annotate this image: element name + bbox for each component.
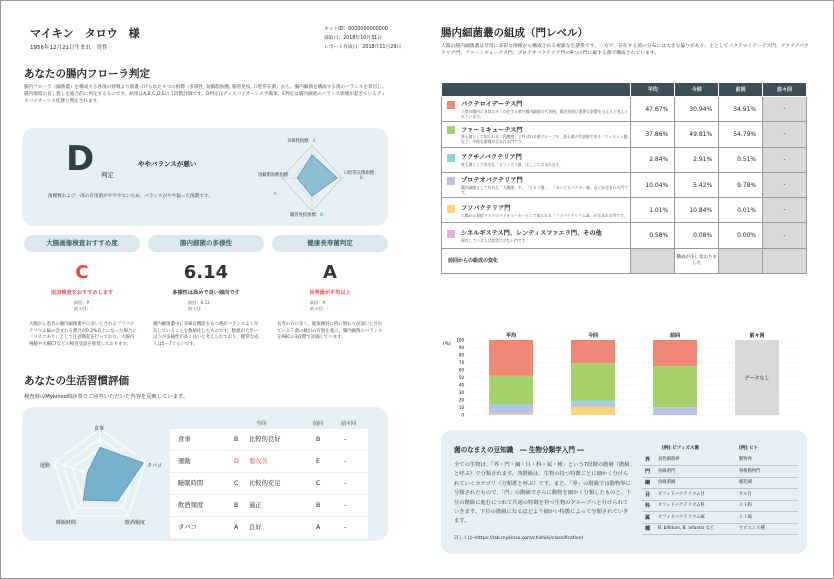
tax-bifido-cell: 放線菌綱 bbox=[658, 480, 676, 485]
card-2-prev2-value: - bbox=[204, 306, 207, 311]
comp-desc: 人間の腸内細菌叢は非常に多彩な菌種から構成される複雑な生態系です。一方で、存在する菌の分布には大きな偏りがあり、主としてバクテロイデーテス門、アクチノバクテリア門、ファーミキューテス門、プロテオバクテリア門の4つの門に属する菌で構成されています。 bbox=[441, 44, 809, 57]
habit-grade: D bbox=[234, 458, 239, 465]
phylum-prev-value: 34.91% bbox=[719, 97, 763, 122]
habit-prev2: - bbox=[344, 458, 347, 465]
tax-rank-cell: 種 bbox=[645, 526, 651, 532]
life-radar-score-area bbox=[83, 447, 143, 501]
phylum-header-blank bbox=[442, 83, 631, 97]
habit-grade: B bbox=[234, 502, 239, 509]
phylum-table-header bbox=[442, 83, 807, 97]
life-title: あなたの生活習慣評価 bbox=[24, 375, 129, 387]
habit-prev: B bbox=[316, 436, 321, 443]
chart-category-label: 今回 bbox=[587, 333, 599, 339]
life-desc: 検査時のMykinso問診票でご回答いただいた内容を反映しています。 bbox=[24, 394, 189, 400]
tax-human-cell: サピエンス種 bbox=[739, 526, 765, 531]
phylum-desc: 保有している人は非常に少ない門です。 bbox=[461, 237, 530, 243]
radar-label-scfa bbox=[258, 172, 292, 197]
chart-tick-label: 60 bbox=[458, 367, 464, 373]
change-text: 構成が少し変わりました bbox=[675, 248, 719, 273]
card-3-prev2-value: - bbox=[326, 306, 329, 311]
tax-bifido-cell: 放線菌門 bbox=[658, 468, 676, 474]
phylum-avg-value: 0.58% bbox=[631, 223, 675, 248]
habit-header-now: 今回 bbox=[256, 421, 267, 427]
habit-prev2: - bbox=[344, 480, 347, 487]
life-label-sleep: 睡眠時間 bbox=[56, 520, 77, 526]
habit-grade: B bbox=[234, 436, 239, 443]
phylum-color-swatch bbox=[447, 230, 455, 238]
life-label-drinking: 飲酒頻度 bbox=[125, 520, 146, 526]
habit-label: 比較的充足 bbox=[249, 480, 281, 487]
habit-label: 比較的良好 bbox=[249, 436, 281, 443]
card-1-prev-label: 前回： bbox=[74, 300, 87, 305]
radar-label-immune bbox=[290, 212, 323, 218]
habit-header-prev: 前回 bbox=[313, 421, 324, 427]
tax-row-divider bbox=[642, 477, 798, 478]
phylum-prev-value: 0.01% bbox=[719, 198, 763, 223]
chart-bar-segment bbox=[489, 340, 533, 376]
tax-row-divider bbox=[642, 488, 798, 489]
tax-row-divider bbox=[642, 523, 798, 524]
card-3-title: 健康長寿菌判定 bbox=[272, 235, 388, 252]
chart-tick-label: 20 bbox=[458, 397, 464, 403]
card-3-grade: A bbox=[323, 262, 337, 283]
card-3-desc: 長寿の方に多く、健康維持に特に関わりが深いとされている７菌の検出の有無を基に、腸内細菌のバランスをABCの3段階で評価しています。 bbox=[277, 322, 383, 341]
patient-name: マイキン タロウ 様 bbox=[30, 27, 140, 40]
trivia-text: 全ての生物は、「界・門・綱・目・科・属・種」という7段階の階層（階級と呼ぶ）で分類されます。各階級は、生物の持つ特徴ごとに細かく分けられていくカテゴリ（分類群と呼ぶ）です。また、「界」の階級では動物界に分類されたもので、「門」の階級でさらに動物を細かく分類したものと、下位の階級に進むにつれて共通の特徴を持つ生物のグループへと分けられていきます。下位の階級になるほどより細かい特徴によって分類されていきます。 bbox=[454, 462, 632, 525]
tax-bifido-cell: B. bifidum, B. infantis など bbox=[658, 526, 715, 531]
card-2-prev-label: 前回： bbox=[188, 300, 201, 305]
chart-tick-label: 0 bbox=[461, 412, 464, 418]
phylum-row bbox=[442, 122, 807, 147]
phylum-name: バクテロイデーテス門 bbox=[461, 101, 523, 109]
habit-prev: E bbox=[316, 458, 320, 465]
phylum-desc: 腸内細菌として有名な「大腸菌」や、「ピロリ菌」、「カンピロバクター属」などが含まれる門です。 bbox=[461, 184, 628, 195]
habit-prev: B bbox=[316, 502, 321, 509]
phylum-table-body bbox=[442, 97, 807, 249]
habit-name: タバコ bbox=[178, 524, 197, 531]
habit-label: 良好 bbox=[249, 524, 262, 531]
habit-label: 適正 bbox=[249, 502, 262, 509]
habit-name: 食事 bbox=[178, 436, 191, 443]
chart-tick-label: 50 bbox=[458, 375, 464, 380]
life-label-food: 食事 bbox=[94, 426, 105, 432]
change-row bbox=[442, 248, 807, 273]
phylum-name-cell bbox=[442, 223, 631, 248]
radar-label-diversity bbox=[287, 138, 316, 144]
phylum-now-value: 30.94% bbox=[675, 97, 719, 122]
habit-prev2: - bbox=[344, 502, 347, 509]
tax-human-cell: ヒト科 bbox=[739, 503, 752, 508]
phylum-now-value: 49.81% bbox=[675, 122, 719, 147]
phylum-color-swatch bbox=[447, 177, 455, 185]
chart-tick-label: 90 bbox=[458, 345, 464, 350]
card-1-sub: 追加検査をおすすめします bbox=[50, 290, 114, 296]
change-prev2 bbox=[763, 248, 807, 273]
tax-human-cell: 哺乳綱 bbox=[739, 480, 752, 485]
flora-desc: 腸内フローラ（細菌叢）を構成する各菌の特徴より菌叢づけられた４つの指標（多様性, 短鎖脂肪酸, 腸管免疫, 口腔常在菌）から、腸内細菌を構成する菌のバランスを算出し、腸内環境の良し悪しを総合的に判定するものです。結果はA,B,C,D,Eの５段階評価です。D判定はディスバイオーシス予備軍、E判定は腸内細菌のバランス崩壊が起きているディスバイオーシス状態と判定されます。 bbox=[24, 85, 387, 104]
phylum-name: アクチノバクテリア門 bbox=[461, 154, 522, 162]
card-3-prev-value: A bbox=[322, 300, 326, 305]
habit-prev2: - bbox=[344, 524, 347, 531]
card-3-prev-label: 前回： bbox=[310, 300, 323, 305]
radar-oral-label: 口腔常在菌指標： bbox=[344, 171, 379, 176]
card-1-desc: 大腸がん患者の腸内細菌叢中に多いとされるフソバクテリウム属の含まれる割合が0.2%以上になった場合に「リスクあり」として注意喚起を行っており、大腸内視鏡や大腸CTなどの検査受診を推奨しております。 bbox=[29, 322, 137, 347]
chart-bar-segment bbox=[571, 401, 615, 403]
habit-row bbox=[170, 517, 368, 538]
report-date: レポート作成日：2018年11月29日 bbox=[324, 45, 402, 50]
tax-row-divider bbox=[642, 511, 798, 512]
tax-bifido-cell: ビフィドバクテリウム目 bbox=[658, 491, 705, 497]
chart-bar-segment bbox=[489, 404, 533, 406]
chart-bar-segment bbox=[571, 403, 615, 407]
life-label-exercise: 運動 bbox=[40, 463, 51, 469]
phylum-desc: 善玉菌として有名な「ビフィズス菌」はここに含まれます。 bbox=[461, 161, 563, 167]
chart-category-label: 平均 bbox=[505, 333, 517, 339]
tax-human-cell: サル目 bbox=[739, 491, 752, 497]
tax-rank-cell: 科 bbox=[645, 503, 651, 509]
radar-immune-label: 腸管免疫指標： bbox=[290, 213, 321, 218]
chart-bar-segment bbox=[571, 340, 615, 363]
phylum-name-cell bbox=[442, 172, 631, 197]
habit-prev2: - bbox=[344, 436, 347, 443]
card-2-sub: 多様性は高めで良い傾向です bbox=[172, 290, 240, 296]
tax-row-divider bbox=[642, 534, 798, 535]
phylum-color-swatch bbox=[447, 101, 455, 109]
phylum-name-cell bbox=[442, 122, 631, 147]
habit-grade: A bbox=[234, 524, 239, 531]
trivia-title: 菌のなまえの豆知識 ― 生物分類学入門 ― bbox=[454, 446, 584, 454]
phylum-now-value: 5.42% bbox=[675, 172, 719, 197]
overall-desc: 菌種数および一部の有用菌がやや少ないため、バランスがやや偏った菌叢です。 bbox=[48, 194, 213, 199]
habit-grade: C bbox=[234, 480, 239, 487]
habit-header-prev2: 前々回 bbox=[341, 421, 357, 427]
habit-prev: C bbox=[316, 480, 321, 487]
phylum-name-cell bbox=[442, 198, 631, 223]
radar-scfa-label: 短鎖脂肪酸指標： bbox=[258, 173, 293, 178]
card-1-prev bbox=[74, 300, 92, 312]
habit-name: 飲酒頻度 bbox=[178, 502, 204, 509]
chart-ylabel: (%) bbox=[443, 342, 451, 347]
phylum-color-swatch bbox=[447, 205, 455, 213]
chart-tick-label: 40 bbox=[458, 382, 464, 388]
card-1-prev2-label: 前々回： bbox=[74, 306, 91, 311]
tax-bifido-cell: 真性細菌界 bbox=[658, 457, 680, 462]
phylum-avg-value: 47.67% bbox=[631, 97, 675, 122]
phylum-table bbox=[441, 82, 807, 274]
overall-label: ややバランスが悪い bbox=[138, 160, 197, 168]
phylum-row bbox=[442, 147, 807, 172]
phylum-prev2-value: - bbox=[763, 97, 807, 122]
tax-header-bifido: [例] ビフィズス菌 bbox=[662, 446, 699, 451]
life-radar bbox=[40, 420, 160, 535]
card-3-sub: 長寿菌が平均以上 bbox=[309, 290, 351, 296]
habit-row bbox=[170, 429, 368, 450]
card-1-grade: C bbox=[75, 262, 89, 283]
chart-bar-segment bbox=[489, 414, 533, 415]
change-avg bbox=[631, 248, 675, 273]
chart-tick-label: 100 bbox=[456, 337, 464, 343]
habit-name: 睡眠時間 bbox=[178, 480, 204, 487]
radar-immune-value: B bbox=[320, 213, 324, 218]
tax-rank-cell: 門 bbox=[645, 468, 651, 475]
card-3-prev2-label: 前々回： bbox=[310, 306, 327, 311]
phylum-header-avg: 平均 bbox=[631, 83, 675, 97]
chart-tick-label: 80 bbox=[458, 352, 464, 358]
tax-human-cell: 動物界 bbox=[739, 457, 752, 462]
chart-tick-label: 10 bbox=[458, 405, 464, 410]
chart-bar-segment bbox=[489, 376, 533, 404]
phylum-name-cell bbox=[442, 97, 631, 122]
phylum-prev2-value: - bbox=[763, 122, 807, 147]
flora-title: あなたの腸内フローラ判定 bbox=[24, 68, 150, 80]
card-3-prev bbox=[310, 300, 328, 312]
habit-row bbox=[170, 495, 368, 516]
phylum-row bbox=[442, 172, 807, 197]
phylum-prev-value: 0.00% bbox=[719, 223, 763, 248]
phylum-desc: 善玉菌として知られる「乳酸菌」と呼ばれる菌グループや、悪玉菌の代表格である「ウェルシュ菌」など、多様な菌種が含まれる門です。 bbox=[461, 134, 630, 145]
chart-bar-segment bbox=[489, 406, 533, 414]
phylum-prev-value: 9.78% bbox=[719, 172, 763, 197]
phylum-name: プロテオバクテリア門 bbox=[461, 177, 523, 185]
habit-row bbox=[170, 451, 368, 472]
habit-row bbox=[170, 473, 368, 494]
radar-oral-value: B bbox=[359, 176, 363, 181]
chart-category-label: 前々回 bbox=[749, 333, 765, 339]
chart-tick-label: 30 bbox=[458, 390, 464, 395]
card-2-prev2-label: 前々回： bbox=[188, 306, 205, 311]
phylum-desc: 人間の腸内に非常に多く存在する菌で腸内細菌の代表格。腸内免疫に重要な影響を与えると考えられています。 bbox=[461, 108, 629, 119]
tax-human-cell: 脊椎動物門 bbox=[739, 468, 761, 474]
tax-bifido-cell: ビフィドバクテリウム属 bbox=[658, 514, 705, 520]
card-1-title: 大腸画像検査おすすめ度 bbox=[24, 235, 140, 252]
phylum-now-value: 10.84% bbox=[675, 198, 719, 223]
card-2-prev bbox=[188, 300, 210, 312]
phylum-now-value: 0.08% bbox=[675, 223, 719, 248]
overall-suffix: 判定 bbox=[101, 171, 114, 179]
phylum-header-prev2: 前々回 bbox=[763, 83, 807, 97]
phylum-name: ファーミキューテス門 bbox=[461, 126, 523, 134]
phylum-row bbox=[442, 198, 807, 223]
tax-row-divider bbox=[642, 500, 798, 501]
phylum-name: フソバクテリア門 bbox=[461, 205, 511, 213]
change-prev bbox=[719, 248, 763, 273]
overall-grade: D bbox=[66, 139, 95, 179]
habit-label: 要改善 bbox=[249, 458, 268, 465]
card-2-desc: 腸内細菌叢中に多様な機能をもつ菌がバランスよく存在していることを数値化したものです。数値が大きいほうが多様性が高く良いと考えられており、健常な成人は5〜7ぐらいです。 bbox=[153, 322, 259, 347]
collect-date: 採取日：2018年10月31日 bbox=[324, 36, 382, 41]
card-2-prev-value: 6.12 bbox=[200, 300, 210, 305]
kit-id: キットID：0000000000000 bbox=[324, 27, 388, 32]
chart-bar-segment bbox=[653, 408, 697, 415]
phylum-prev2-value: - bbox=[763, 172, 807, 197]
phylum-name: シネルギステス門、レンティスファエラ門、その他 bbox=[461, 230, 602, 238]
chart-bar-segment bbox=[653, 340, 697, 366]
card-2-title: 腸内細菌の多様性 bbox=[148, 235, 264, 252]
phylum-header-now: 今回 bbox=[675, 83, 719, 97]
phylum-prev2-value: - bbox=[763, 198, 807, 223]
phylum-prev-value: 54.79% bbox=[719, 122, 763, 147]
phylum-avg-value: 1.01% bbox=[631, 198, 675, 223]
phylum-desc: 大腸がん発症リスクのバイオマーカーとして知られる「フソバクテリウム属」が含まれる門です。 bbox=[461, 212, 628, 218]
phylum-color-swatch bbox=[447, 154, 455, 162]
tax-header-human: [例] ヒト bbox=[739, 446, 759, 451]
chart-bar-segment bbox=[571, 407, 615, 415]
radar-diversity-label: 多様性指標： bbox=[287, 139, 313, 144]
tax-bifido-cell: ビフィドバクテリウム科 bbox=[658, 503, 705, 508]
chart-bar-segment bbox=[571, 363, 615, 400]
phylum-avg-value: 2.84% bbox=[631, 147, 675, 172]
radar-diversity-value: B bbox=[312, 139, 316, 144]
phylum-header-prev: 前回 bbox=[719, 83, 763, 97]
tax-rank-cell: 属 bbox=[645, 514, 651, 521]
habit-prev: A bbox=[316, 524, 321, 531]
tax-human-cell: ヒト属 bbox=[739, 514, 752, 520]
birth-info: 1956年12月21日生まれ 男性 bbox=[30, 45, 108, 51]
tax-rank-cell: 綱 bbox=[645, 480, 651, 486]
tax-rank-cell: 目 bbox=[645, 491, 651, 498]
phylum-name-cell bbox=[442, 147, 631, 172]
chart-no-data-label: データなし bbox=[744, 375, 770, 382]
chart-category-label: 前回 bbox=[669, 333, 681, 339]
comp-title: 腸内細菌叢の組成（門レベル） bbox=[441, 27, 588, 39]
phylum-prev2-value: - bbox=[763, 147, 807, 172]
card-1-prev2-value: - bbox=[90, 306, 93, 311]
habit-name: 運動 bbox=[178, 458, 191, 465]
change-label: 前回からの組成の変化 bbox=[442, 248, 631, 273]
phylum-prev2-value: - bbox=[763, 223, 807, 248]
phylum-avg-value: 10.04% bbox=[631, 172, 675, 197]
chart-tick-label: 70 bbox=[458, 360, 464, 365]
composition-chart bbox=[441, 330, 811, 420]
phylum-color-swatch bbox=[447, 126, 455, 134]
phylum-row bbox=[442, 97, 807, 122]
phylum-row bbox=[442, 223, 807, 248]
card-1-prev-value: A bbox=[86, 300, 90, 305]
trivia-link[interactable]: 詳しくは→https://lab.mykinso.com/chishiki/classification/ bbox=[454, 536, 584, 541]
tax-row-divider bbox=[642, 465, 798, 466]
phylum-avg-value: 37.86% bbox=[631, 122, 675, 147]
chart-body bbox=[443, 332, 801, 418]
chart-bar-segment bbox=[653, 366, 697, 407]
phylum-prev-value: 0.51% bbox=[719, 147, 763, 172]
radar-scfa-value: A bbox=[273, 192, 277, 197]
radar-label-oral bbox=[344, 170, 378, 181]
phylum-now-value: 2.91% bbox=[675, 147, 719, 172]
card-2-grade: 6.14 bbox=[183, 262, 229, 283]
tax-rank-cell: 界 bbox=[645, 457, 651, 463]
life-label-tobacco: タバコ bbox=[147, 463, 162, 469]
